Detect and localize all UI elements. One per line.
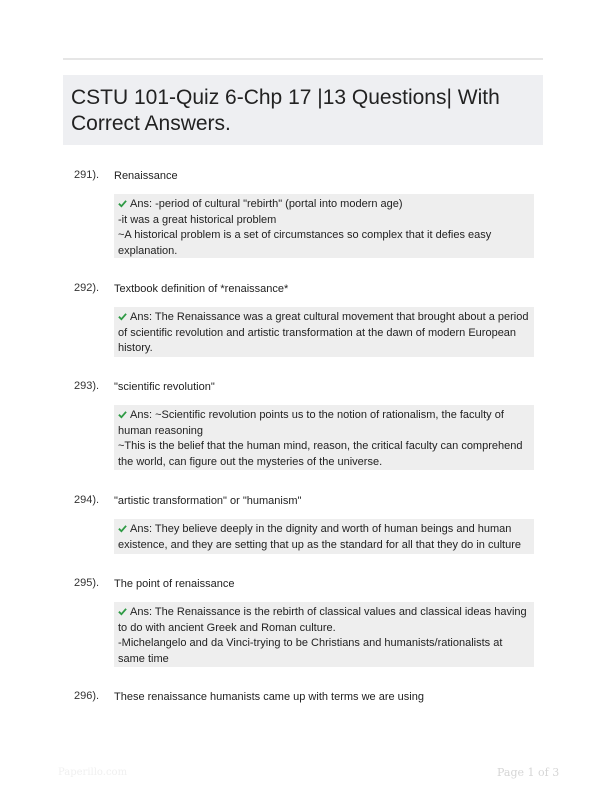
answer-box — [114, 194, 534, 258]
question-number: 292). — [74, 282, 100, 294]
answer-box — [114, 602, 534, 667]
title-banner — [63, 75, 543, 145]
answer-line: Ans: The Renaissance was a great cultural movement that brought about a period of scientific revolution and artistic transformation at the dawn of modern European history. — [118, 311, 529, 355]
answer-line: ~A historical problem is a set of circumstances so complex that it defies easy explanation. — [118, 229, 492, 257]
footer-watermark: Paperillo.com — [58, 767, 128, 778]
question-text: These renaissance humanists came up with terms we are using — [114, 691, 424, 703]
question-number: 293). — [74, 380, 100, 392]
answer-line: ~This is the belief that the human mind, reason, the critical faculty can comprehend the world, can figure out the mysteries of the universe. — [118, 440, 523, 468]
question-text: The point of renaissance — [114, 578, 235, 590]
check-icon — [118, 607, 127, 616]
check-icon — [118, 199, 127, 208]
question-text: "artistic transformation" or "humanism" — [114, 495, 302, 507]
check-icon — [118, 410, 127, 419]
question-number: 291). — [74, 169, 100, 181]
question-text: "scientific revolution" — [114, 381, 215, 393]
answer-line: Ans: The Renaissance is the rebirth of classical values and classical ideas having to do with ancient Greek and Roman culture. — [118, 606, 527, 634]
answer-line: Ans: They believe deeply in the dignity and worth of human beings and human existence, and they are setting that up as the standard for all that they do in culture — [118, 523, 521, 551]
check-icon — [118, 312, 127, 321]
answer-line: Ans: -period of cultural "rebirth" (portal into modern age) — [118, 197, 530, 213]
question-text: Textbook definition of *renaissance* — [114, 283, 289, 295]
question-number: 294). — [74, 494, 100, 506]
question-number: 295). — [74, 577, 100, 589]
answer-line: -it was a great historical problem — [118, 213, 277, 226]
answer-box — [114, 307, 534, 357]
question-number: 296). — [74, 690, 100, 702]
answer-box — [114, 519, 534, 554]
question-text: Renaissance — [114, 170, 178, 182]
page-indicator: Page 1 of 3 — [497, 766, 560, 779]
document-title: CSTU 101-Quiz 6-Chp 17 |13 Questions| With Correct Answers. — [71, 86, 500, 135]
answer-line: Ans: ~Scientific revolution points us to the notion of rationalism, the faculty of human reasoning — [118, 409, 504, 437]
answer-box — [114, 405, 534, 470]
top-divider — [63, 58, 543, 60]
answer-line: -Michelangelo and da Vinci-trying to be Christians and humanists/rationalists at same time — [118, 637, 503, 665]
check-icon — [118, 524, 127, 533]
